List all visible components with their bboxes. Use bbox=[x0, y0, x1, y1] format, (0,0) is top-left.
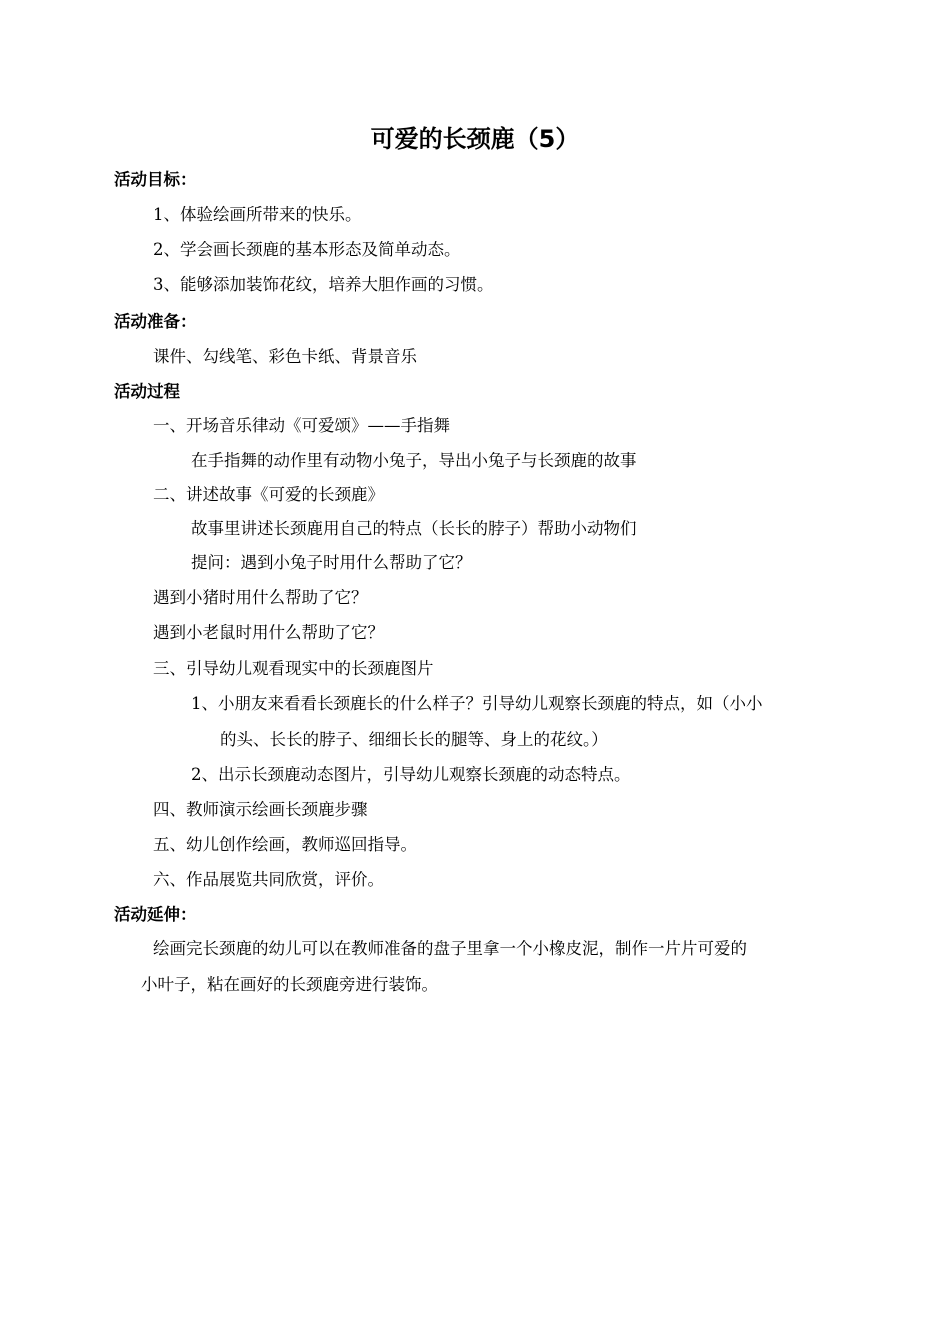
process-detail: 在手指舞的动作里有动物小兔子，导出小兔子与长颈鹿的故事 bbox=[191, 451, 637, 470]
process-step: 四、教师演示绘画长颈鹿步骤 bbox=[153, 800, 368, 819]
extension-text: 绘画完长颈鹿的幼儿可以在教师准备的盘子里拿一个小橡皮泥，制作一片片可爱的 bbox=[153, 939, 747, 958]
process-step: 一、开场音乐律动《可爱颂》——手指舞 bbox=[153, 416, 450, 435]
goal-item: 2、学会画长颈鹿的基本形态及简单动态。 bbox=[153, 240, 461, 259]
extension-heading: 活动延伸： bbox=[114, 905, 197, 924]
process-step: 六、作品展览共同欣赏，评价。 bbox=[153, 870, 384, 889]
prep-heading: 活动准备： bbox=[114, 312, 197, 331]
process-step: 三、引导幼儿观看现实中的长颈鹿图片 bbox=[153, 659, 434, 678]
process-detail: 的头、长长的脖子、细细长长的腿等、身上的花纹。） bbox=[220, 730, 608, 749]
process-question: 遇到小猪时用什么帮助了它？ bbox=[153, 588, 368, 607]
document-title: 可爱的长颈鹿（5） bbox=[370, 125, 580, 153]
process-detail: 故事里讲述长颈鹿用自己的特点（长长的脖子）帮助小动物们 bbox=[191, 519, 637, 538]
process-detail: 2、出示长颈鹿动态图片，引导幼儿观察长颈鹿的动态特点。 bbox=[191, 765, 631, 784]
process-question: 遇到小老鼠时用什么帮助了它？ bbox=[153, 623, 384, 642]
process-step: 五、幼儿创作绘画，教师巡回指导。 bbox=[153, 835, 417, 854]
prep-text: 课件、勾线笔、彩色卡纸、背景音乐 bbox=[153, 347, 417, 366]
goal-item: 1、体验绘画所带来的快乐。 bbox=[153, 205, 362, 224]
goals-heading: 活动目标： bbox=[114, 170, 197, 189]
extension-text: 小叶子，粘在画好的长颈鹿旁进行装饰。 bbox=[141, 975, 438, 994]
process-question: 提问：遇到小兔子时用什么帮助了它？ bbox=[191, 553, 472, 572]
goal-item: 3、能够添加装饰花纹，培养大胆作画的习惯。 bbox=[153, 275, 494, 294]
process-step: 二、讲述故事《可爱的长颈鹿》 bbox=[153, 485, 384, 504]
process-detail: 1、小朋友来看看长颈鹿长的什么样子？引导幼儿观察长颈鹿的特点，如（小小 bbox=[191, 694, 763, 713]
process-heading: 活动过程 bbox=[114, 382, 180, 401]
